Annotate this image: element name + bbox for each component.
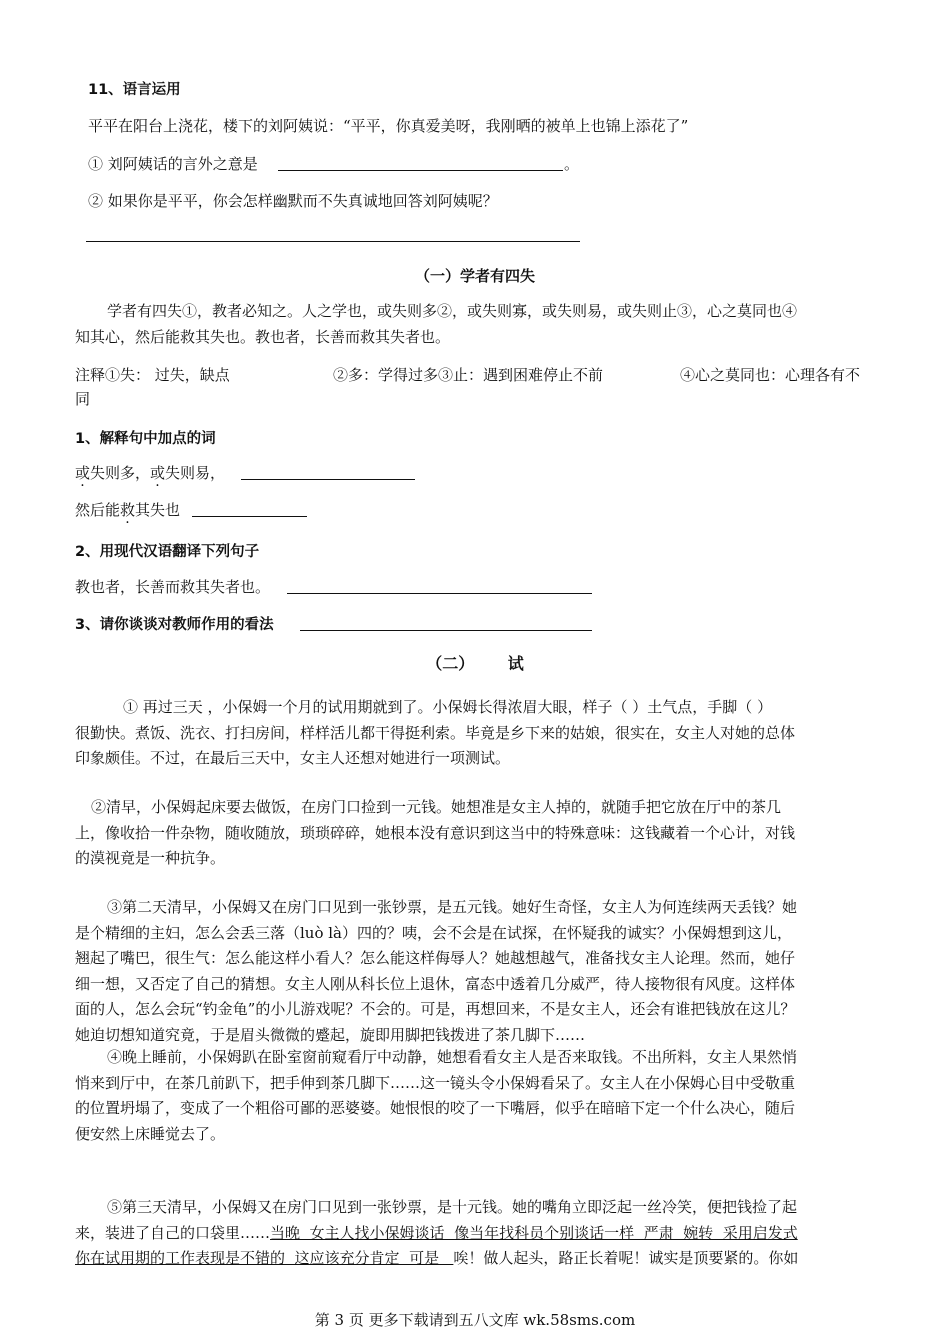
q11-context: 平平在阳台上浇花，楼下的刘阿姨说：“平平，你真爱美呀，我刚晒的被单上也锦上添花了” [88,117,689,135]
paragraph-3 [75,895,883,1048]
q1-line-a [75,462,225,483]
answer-line[interactable] [241,479,415,480]
paragraph-2 [75,795,883,872]
text-line: ③第二天清早，小保姆又在房门口见到一张钞票，是五元钱。她好生奇怪，女主人为何连续两天丢钱？她 [107,898,798,916]
text-line: 翘起了嘴巴，很生气：怎么能这样小看人？怎么能这样侮辱人？她越想越气，准备找女主人论理。然而，她仔 [75,949,796,967]
answer-line[interactable] [278,170,563,171]
section1-text [75,299,883,350]
answer-line[interactable] [86,241,580,242]
note-b: ②多：学得过多③止：遇到困难停止不前 [333,366,604,384]
note-a: 注释①失： 过失，缺点 [75,366,230,384]
text-line: ④晚上睡前，小保姆趴在卧室窗前窥看厅中动静，她想看看女主人是否来取钱。不出所料，女主人果然悄 [107,1048,798,1066]
page-footer: 第 3 页 更多下载请到五八文库 wk.58sms.com [314,1311,636,1329]
text-line: ②清早，小保姆起床要去做饭，在房门口捡到一元钱。她想准是女主人掉的，就随手把它放在厅中的茶几 [91,798,782,816]
text-line [75,1221,883,1247]
text-line: 很勤快。煮饭、洗衣、打扫房间，样样活儿都干得挺利索。毕竟是乡下来的姑娘，很实在，女主人对她的总体 [75,723,796,742]
underlined-text: 你在试用期的工作表现是不错的 这应该充分肯定 可是 [75,1249,454,1267]
q3-title: 3、请你谈谈对教师作用的看法 [75,617,274,633]
dotted-char: 或 [75,464,91,482]
text-line: 上，像收拾一件杂物，随收随放，琐琐碎碎，她根本没有意识到这当中的特殊意味：这钱藏着一个心计，对钱 [75,823,796,842]
dotted-char: 救 [120,501,136,519]
text-line: ⑤第三天清早，小保姆又在房门口见到一张钞票，是十元钱。她的嘴角立即泛起一丝冷笑，便把钱捡了起 [107,1198,798,1216]
text-line: 印象颇佳。不过，在最后三天中，女主人还想对她进行一项测试。 [75,749,511,767]
text-fragment: 其失也 [135,501,181,519]
text-fragment: 然后能 [75,501,121,519]
q11-sub1: ① 刘阿姨话的言外之意是 [88,155,258,173]
text-line: 细一想，又否定了自己的猜想。女主人刚从科长位上退休，富态中透着几分威严，待人接物很有风度。这样体 [75,974,796,993]
q1-line-b [75,499,180,520]
text-fragment: 唉！做人起头，路正长着呢！诚实是顶要紧的。你如 [453,1249,799,1267]
text-line: 她迫切想知道究竟，于是眉头微微的蹙起，旋即用脚把钱拨进了茶几脚下…… [75,1025,586,1044]
q11-title: 11、语言运用 [88,82,181,98]
note-c: ④心之莫同也：心理各有不 [680,366,861,384]
text-line: 的漠视竟是一种抗争。 [75,849,226,867]
text-line: 是个精细的主妇，怎么会丢三落（luò là）四的？咦，会不会是在试探，在怀疑我的诚实？小保姆想到这儿， [75,923,793,942]
text-line: 面的人，怎么会玩“钓金龟”的小儿游戏呢？不会的。可是，再想回来，不是女主人，还会有谁把钱放在这儿？ [75,1000,796,1018]
underlined-text: 当晚 女主人找小保姆谈话 像当年找科员个别谈话一样 严肃 婉转 采用启发式 [270,1223,798,1242]
text-line: ① 再过三天 ，小保姆一个月的试用期就到了。小保姆长得浓眉大眼，样子（ ）土气点，手脚（ ） [123,698,773,716]
answer-line[interactable] [300,630,592,631]
q2-text: 教也者，长善而救其失者也。 [75,578,271,596]
text-line: 知其心，然后能救其失也。教也者，长善而救其失者也。 [75,327,451,346]
q11-sub2: ② 如果你是平平，你会怎样幽默而不失真诚地回答刘阿姨呢？ [88,192,498,210]
section1-title: （一）学者有四失 [414,267,535,285]
paragraph-5 [75,1195,883,1272]
text-line: 便安然上床睡觉去了。 [75,1124,226,1143]
answer-line[interactable] [287,593,592,594]
text-line [75,1246,883,1272]
text-fragment: 失则易， [165,464,226,482]
q11-sub1-end: 。 [564,155,580,173]
text-fragment: 来，装进了自己的口袋里…… [75,1223,271,1242]
text-line: 学者有四失①，教者必知之。人之学也，或失则多②，或失则寡，或失则易，或失则止③，心之莫同也④ [107,302,798,320]
q2-title: 2、用现代汉语翻译下列句子 [75,544,260,560]
text-line: 的位置坍塌了，变成了一个粗俗可鄙的恶婆婆。她恨恨的咬了一下嘴唇，似乎在暗暗下定一个什么决心，随后 [75,1099,796,1117]
section2-title: （二） 试 [426,654,524,673]
paragraph-1 [75,695,883,772]
text-fragment: 失则多， [90,464,151,482]
dotted-char: 或 [150,464,166,482]
q1-title: 1、解释句中加点的词 [75,431,216,447]
note-d: 同 [75,390,91,408]
answer-line[interactable] [192,516,307,517]
text-line: 悄来到厅中，在茶几前趴下，把手伸到茶几脚下……这一镜头令小保姆看呆了。女主人在小保姆心目中受敬重 [75,1073,796,1092]
paragraph-4 [75,1045,883,1147]
